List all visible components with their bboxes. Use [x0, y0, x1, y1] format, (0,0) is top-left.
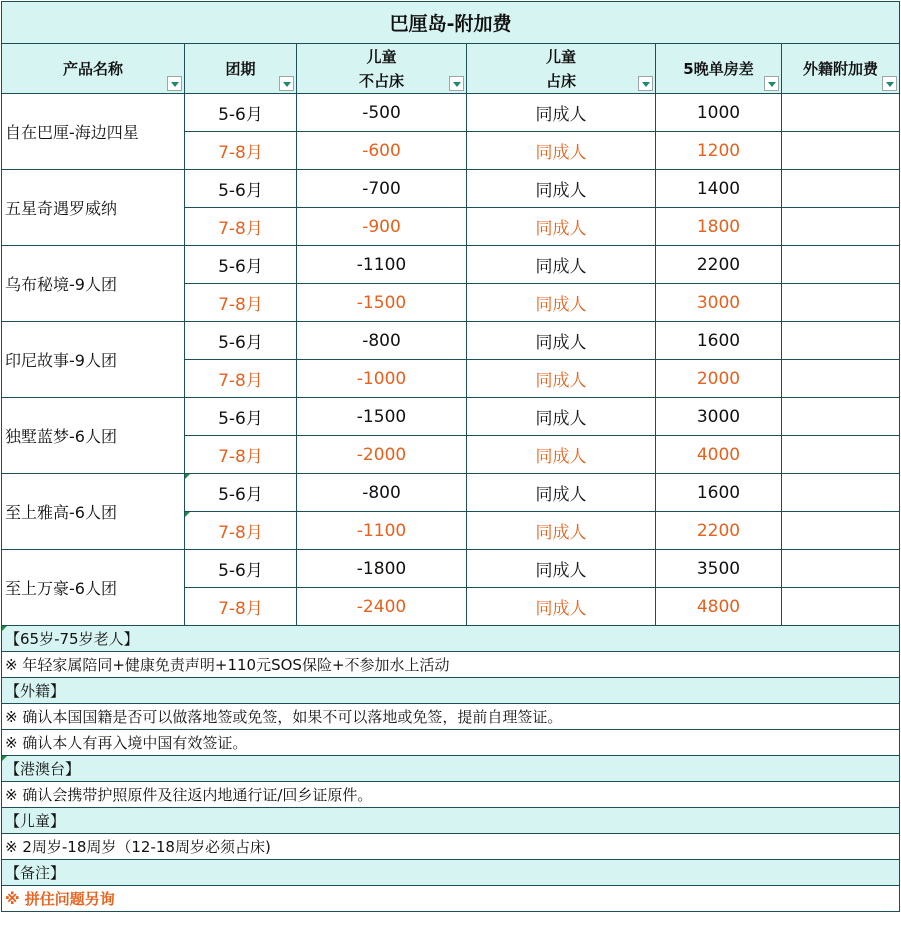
product-name-cell[interactable]: 乌布秘境-9人团 [2, 246, 185, 322]
filter-dropdown-icon[interactable] [167, 76, 182, 91]
foreign-fee-cell[interactable] [782, 208, 900, 246]
sheet-title: 巴厘岛-附加费 [2, 2, 900, 44]
child-bed-cell[interactable]: 同成人 [467, 132, 656, 170]
filter-dropdown-icon[interactable] [638, 76, 653, 91]
table-row [2, 398, 900, 436]
foreign-fee-cell[interactable] [782, 398, 900, 436]
period-cell[interactable]: 5-6月 [185, 94, 297, 132]
child-bed-cell[interactable]: 同成人 [467, 398, 656, 436]
filter-dropdown-icon[interactable] [279, 76, 294, 91]
note-section-row [2, 808, 900, 834]
period-cell[interactable]: 7-8月 [185, 512, 297, 550]
period-cell[interactable]: 7-8月 [185, 436, 297, 474]
foreign-fee-cell[interactable] [782, 512, 900, 550]
header-child-no-bed: 儿童 不占床 [297, 44, 467, 94]
note-section-row [2, 756, 900, 782]
product-name-cell[interactable]: 自在巴厘-海边四星 [2, 94, 185, 170]
child-bed-cell[interactable]: 同成人 [467, 550, 656, 588]
single-room-cell[interactable]: 4800 [656, 588, 782, 626]
child-no-bed-cell[interactable]: -2400 [297, 588, 467, 626]
period-cell[interactable]: 7-8月 [185, 360, 297, 398]
child-bed-cell[interactable]: 同成人 [467, 360, 656, 398]
product-name-cell[interactable]: 五星奇遇罗威纳 [2, 170, 185, 246]
filter-dropdown-icon[interactable] [764, 76, 779, 91]
note-section-row [2, 860, 900, 886]
note-text[interactable]: ※ 确认本国国籍是否可以做落地签或免签，如果不可以落地或免签，提前自理签证。 [2, 704, 900, 730]
period-cell[interactable]: 7-8月 [185, 132, 297, 170]
child-no-bed-cell[interactable]: -800 [297, 474, 467, 512]
child-no-bed-cell[interactable]: -700 [297, 170, 467, 208]
foreign-fee-cell[interactable] [782, 474, 900, 512]
filter-dropdown-icon[interactable] [449, 76, 464, 91]
note-text[interactable]: ※ 确认会携带护照原件及往返内地通行证/回乡证原件。 [2, 782, 900, 808]
foreign-fee-cell[interactable] [782, 246, 900, 284]
single-room-cell[interactable]: 2000 [656, 360, 782, 398]
note-text[interactable]: ※ 确认本人有再入境中国有效签证。 [2, 730, 900, 756]
period-cell[interactable]: 7-8月 [185, 588, 297, 626]
note-row [2, 886, 900, 912]
surcharge-sheet [1, 1, 899, 912]
product-name-cell[interactable]: 至上万豪-6人团 [2, 550, 185, 626]
period-cell[interactable]: 5-6月 [185, 246, 297, 284]
child-no-bed-cell[interactable]: -1800 [297, 550, 467, 588]
table-row [2, 94, 900, 132]
period-cell[interactable]: 5-6月 [185, 474, 297, 512]
child-no-bed-cell[interactable]: -900 [297, 208, 467, 246]
single-room-cell[interactable]: 1200 [656, 132, 782, 170]
single-room-cell[interactable]: 1400 [656, 170, 782, 208]
note-row [2, 730, 900, 756]
foreign-fee-cell[interactable] [782, 588, 900, 626]
note-text[interactable]: ※ 2周岁-18周岁（12-18周岁必须占床) [2, 834, 900, 860]
single-room-cell[interactable]: 1600 [656, 322, 782, 360]
child-no-bed-cell[interactable]: -500 [297, 94, 467, 132]
child-no-bed-cell[interactable]: -1000 [297, 360, 467, 398]
table-row [2, 550, 900, 588]
single-room-cell[interactable]: 3500 [656, 550, 782, 588]
period-cell[interactable]: 5-6月 [185, 170, 297, 208]
single-room-cell[interactable]: 2200 [656, 512, 782, 550]
foreign-fee-cell[interactable] [782, 322, 900, 360]
note-text[interactable]: ※ 年轻家属陪同+健康免责声明+110元SOS保险+不参加水上活动 [2, 652, 900, 678]
note-row [2, 782, 900, 808]
child-bed-cell[interactable]: 同成人 [467, 474, 656, 512]
product-name-cell[interactable]: 至上雅高-6人团 [2, 474, 185, 550]
product-name-cell[interactable]: 印尼故事-9人团 [2, 322, 185, 398]
child-bed-cell[interactable]: 同成人 [467, 284, 656, 322]
foreign-fee-cell[interactable] [782, 284, 900, 322]
table-row [2, 322, 900, 360]
note-section-heading[interactable]: 【儿童】 [2, 808, 900, 834]
single-room-cell[interactable]: 1000 [656, 94, 782, 132]
note-row [2, 834, 900, 860]
surcharge-table [1, 1, 900, 912]
table-row [2, 170, 900, 208]
period-cell[interactable]: 5-6月 [185, 550, 297, 588]
child-bed-cell[interactable]: 同成人 [467, 170, 656, 208]
period-cell[interactable]: 5-6月 [185, 322, 297, 360]
child-bed-cell[interactable]: 同成人 [467, 246, 656, 284]
note-section-row [2, 626, 900, 652]
header-product: 产品名称 [2, 44, 185, 94]
child-bed-cell[interactable]: 同成人 [467, 588, 656, 626]
header-period: 团期 [185, 44, 297, 94]
single-room-cell[interactable]: 1600 [656, 474, 782, 512]
header-child-bed: 儿童 占床 [467, 44, 656, 94]
child-bed-cell[interactable]: 同成人 [467, 94, 656, 132]
filter-dropdown-icon[interactable] [882, 76, 897, 91]
child-bed-cell[interactable]: 同成人 [467, 322, 656, 360]
note-section-heading[interactable]: 【备注】 [2, 860, 900, 886]
child-no-bed-cell[interactable]: -2000 [297, 436, 467, 474]
child-no-bed-cell[interactable]: -1100 [297, 246, 467, 284]
note-text[interactable]: ※ 拼住问题另询 [2, 886, 900, 912]
period-cell[interactable]: 7-8月 [185, 208, 297, 246]
foreign-fee-cell[interactable] [782, 550, 900, 588]
note-row [2, 652, 900, 678]
child-no-bed-cell[interactable]: -600 [297, 132, 467, 170]
single-room-cell[interactable]: 3000 [656, 398, 782, 436]
note-section-heading[interactable]: 【港澳台】 [2, 756, 900, 782]
note-section-heading[interactable]: 【外籍】 [2, 678, 900, 704]
header-foreign-fee: 外籍附加费 [782, 44, 900, 94]
child-no-bed-cell[interactable]: -1100 [297, 512, 467, 550]
table-row [2, 474, 900, 512]
note-section-heading[interactable]: 【65岁-75岁老人】 [2, 626, 900, 652]
period-cell[interactable]: 7-8月 [185, 284, 297, 322]
foreign-fee-cell[interactable] [782, 170, 900, 208]
single-room-cell[interactable]: 4000 [656, 436, 782, 474]
note-row [2, 704, 900, 730]
single-room-cell[interactable]: 1800 [656, 208, 782, 246]
child-bed-cell[interactable]: 同成人 [467, 436, 656, 474]
header-single-room: 5晚单房差 [656, 44, 782, 94]
child-bed-cell[interactable]: 同成人 [467, 208, 656, 246]
foreign-fee-cell[interactable] [782, 360, 900, 398]
child-no-bed-cell[interactable]: -800 [297, 322, 467, 360]
single-room-cell[interactable]: 3000 [656, 284, 782, 322]
foreign-fee-cell[interactable] [782, 436, 900, 474]
single-room-cell[interactable]: 2200 [656, 246, 782, 284]
child-no-bed-cell[interactable]: -1500 [297, 398, 467, 436]
note-section-row [2, 678, 900, 704]
period-cell[interactable]: 5-6月 [185, 398, 297, 436]
product-name-cell[interactable]: 独墅蓝梦-6人团 [2, 398, 185, 474]
child-no-bed-cell[interactable]: -1500 [297, 284, 467, 322]
foreign-fee-cell[interactable] [782, 132, 900, 170]
child-bed-cell[interactable]: 同成人 [467, 512, 656, 550]
table-row [2, 246, 900, 284]
foreign-fee-cell[interactable] [782, 94, 900, 132]
